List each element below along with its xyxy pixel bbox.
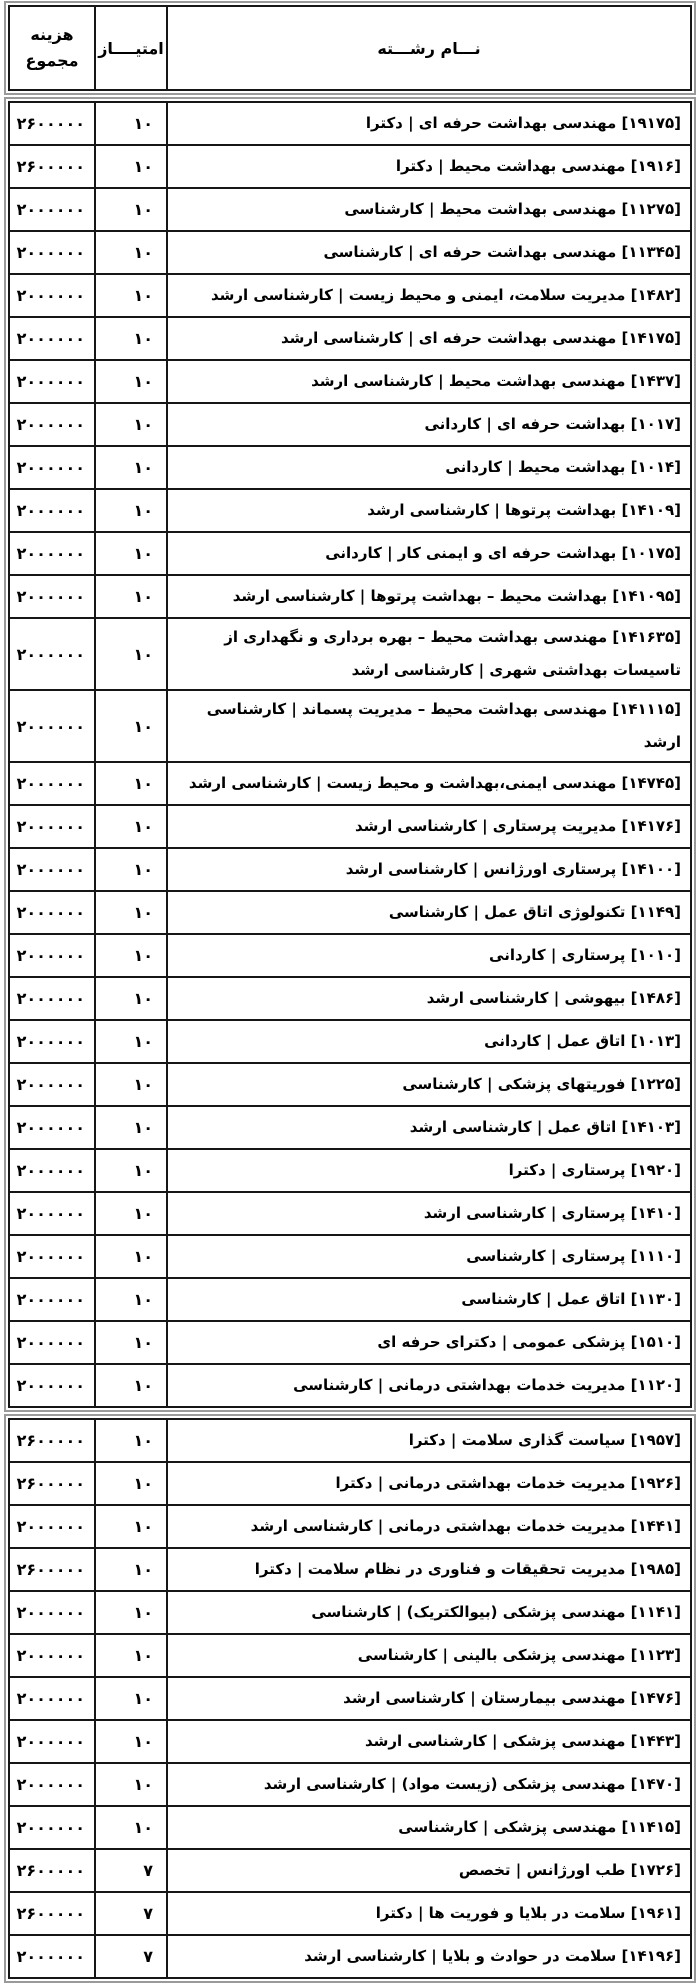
score-cell: ۱۰: [95, 317, 167, 360]
score-cell: ۱۰: [95, 532, 167, 575]
table-row: [9, 360, 691, 403]
table-row: [9, 1192, 691, 1235]
table-row: [9, 1020, 691, 1063]
total-cost-cell: ۲۰۰۰۰۰۰: [9, 489, 95, 532]
score-cell: ۱۰: [95, 891, 167, 934]
table-row: [9, 274, 691, 317]
program-name-cell: [۱۴۱۰۹] بهداشت پرتوها | کارشناسی ارشد: [167, 489, 691, 532]
column-header-total-cost: [9, 6, 95, 90]
score-cell: ۱۰: [95, 403, 167, 446]
score-cell: ۱۰: [95, 1591, 167, 1634]
table-row: [9, 1763, 691, 1806]
program-name-cell: [۱۹۱۶] مهندسی بهداشت محیط | دکترا: [167, 145, 691, 188]
score-cell: ۱۰: [95, 618, 167, 690]
program-name-cell: [۱۵۱۰] پزشکی عمومی | دکترای حرفه ای: [167, 1321, 691, 1364]
total-cost-cell: ۲۶۰۰۰۰۰: [9, 1462, 95, 1505]
score-cell: ۷: [95, 1849, 167, 1892]
total-cost-cell: ۲۶۰۰۰۰۰: [9, 1849, 95, 1892]
program-name-cell: [۱۴۱۱۱۵] مهندسی بهداشت محیط – مدیریت پسماند | کارشناسی ارشد: [167, 690, 691, 762]
program-name-cell: [۱۱۱۰] پرستاری | کارشناسی: [167, 1235, 691, 1278]
program-name-cell: [۱۱۴۱۵] مهندسی پزشکی | کارشناسی: [167, 1806, 691, 1849]
program-name-cell: [۱۱۳۰] اتاق عمل | کارشناسی: [167, 1278, 691, 1321]
total-cost-cell: ۲۰۰۰۰۰۰: [9, 1806, 95, 1849]
total-cost-cell: ۲۰۰۰۰۰۰: [9, 1278, 95, 1321]
program-name-cell: [۱۱۲۳] مهندسی پزشکی بالینی | کارشناسی: [167, 1634, 691, 1677]
total-cost-cell: ۲۰۰۰۰۰۰: [9, 1634, 95, 1677]
score-cell: ۱۰: [95, 231, 167, 274]
total-cost-cell: ۲۶۰۰۰۰۰: [9, 102, 95, 145]
score-cell: ۱۰: [95, 848, 167, 891]
score-cell: ۱۰: [95, 1677, 167, 1720]
total-cost-cell: ۲۰۰۰۰۰۰: [9, 274, 95, 317]
score-cell: ۱۰: [95, 145, 167, 188]
table-row: [9, 977, 691, 1020]
score-cell: ۱۰: [95, 1806, 167, 1849]
program-name-cell: [۱۷۲۶] طب اورژانس | تخصص: [167, 1849, 691, 1892]
program-name-cell: [۱۹۵۷] سیاست گذاری سلامت | دکترا: [167, 1419, 691, 1462]
header-row: [9, 6, 691, 90]
program-name-cell: [۱۹۸۵] مدیریت تحقیقات و فناوری در نظام سلامت | دکترا: [167, 1548, 691, 1591]
program-name-cell: [۱۴۴۱] مدیریت خدمات بهداشتی درمانی | کارشناسی ارشد: [167, 1505, 691, 1548]
table-row: [9, 1849, 691, 1892]
score-cell: ۱۰: [95, 1364, 167, 1407]
score-cell: ۱۰: [95, 1063, 167, 1106]
data-table-section-2: [8, 1418, 692, 1979]
total-cost-cell: ۲۰۰۰۰۰۰: [9, 446, 95, 489]
program-name-cell: [۱۰۱۰] پرستاری | کاردانی: [167, 934, 691, 977]
score-cell: ۱۰: [95, 188, 167, 231]
score-cell: ۱۰: [95, 934, 167, 977]
score-cell: ۱۰: [95, 102, 167, 145]
total-cost-cell: ۲۰۰۰۰۰۰: [9, 1149, 95, 1192]
program-name-cell: [۱۴۱۷۶] مدیریت پرستاری | کارشناسی ارشد: [167, 805, 691, 848]
table-row: [9, 1806, 691, 1849]
score-cell: ۱۰: [95, 1505, 167, 1548]
table-row: [9, 1106, 691, 1149]
program-name-cell: [۱۴۱۹۶] سلامت در حوادث و بلایا | کارشناسی ارشد: [167, 1935, 691, 1978]
total-cost-cell: ۲۰۰۰۰۰۰: [9, 891, 95, 934]
table-row: [9, 231, 691, 274]
program-name-cell: [۱۲۲۵] فوریتهای پزشکی | کارشناسی: [167, 1063, 691, 1106]
total-cost-cell: ۲۰۰۰۰۰۰: [9, 1020, 95, 1063]
table-row: [9, 1548, 691, 1591]
table-row: [9, 618, 691, 690]
total-cost-cell: ۲۰۰۰۰۰۰: [9, 1677, 95, 1720]
program-name-cell: [۱۴۸۲] مدیریت سلامت، ایمنی و محیط زیست | کارشناسی ارشد: [167, 274, 691, 317]
score-cell: ۱۰: [95, 762, 167, 805]
table-body-section-2: [4, 1414, 696, 1983]
table-row: [9, 188, 691, 231]
column-header-score: امتیــــاز: [95, 6, 167, 90]
program-name-cell: [۱۴۸۶] بیهوشی | کارشناسی ارشد: [167, 977, 691, 1020]
score-cell: ۱۰: [95, 1235, 167, 1278]
program-name-cell: [۱۱۲۷۵] مهندسی بهداشت محیط | کارشناسی: [167, 188, 691, 231]
total-cost-cell: ۲۰۰۰۰۰۰: [9, 618, 95, 690]
total-cost-cell: ۲۶۰۰۰۰۰: [9, 1419, 95, 1462]
table-row: [9, 1063, 691, 1106]
program-name-cell: [۱۰۱۳] اتاق عمل | کاردانی: [167, 1020, 691, 1063]
score-cell: ۱۰: [95, 575, 167, 618]
score-cell: ۱۰: [95, 446, 167, 489]
table-row: [9, 1364, 691, 1407]
cost-header-line2: مجموع: [25, 51, 79, 70]
total-cost-cell: ۲۰۰۰۰۰۰: [9, 1235, 95, 1278]
total-cost-cell: ۲۰۰۰۰۰۰: [9, 934, 95, 977]
table-row: [9, 690, 691, 762]
table-row: [9, 102, 691, 145]
program-name-cell: [۱۹۲۶] مدیریت خدمات بهداشتی درمانی | دکترا: [167, 1462, 691, 1505]
program-name-cell: [۱۹۲۰] پرستاری | دکترا: [167, 1149, 691, 1192]
score-cell: ۱۰: [95, 805, 167, 848]
table-row: [9, 1892, 691, 1935]
column-header-program-name: نـــام رشـــته: [167, 6, 691, 90]
table-row: [9, 1935, 691, 1978]
score-cell: ۱۰: [95, 977, 167, 1020]
program-name-cell: [۱۰۱۷] بهداشت حرفه ای | کاردانی: [167, 403, 691, 446]
total-cost-cell: ۲۰۰۰۰۰۰: [9, 1192, 95, 1235]
score-cell: ۱۰: [95, 1548, 167, 1591]
table-row: [9, 848, 691, 891]
total-cost-cell: ۲۰۰۰۰۰۰: [9, 231, 95, 274]
total-cost-cell: ۲۰۰۰۰۰۰: [9, 977, 95, 1020]
total-cost-cell: ۲۰۰۰۰۰۰: [9, 1063, 95, 1106]
table-row: [9, 403, 691, 446]
table-row: [9, 1505, 691, 1548]
total-cost-cell: ۲۰۰۰۰۰۰: [9, 1505, 95, 1548]
total-cost-cell: ۲۰۰۰۰۰۰: [9, 848, 95, 891]
program-name-cell: [۱۴۱۷۵] مهندسی بهداشت حرفه ای | کارشناسی ارشد: [167, 317, 691, 360]
table-row: [9, 1235, 691, 1278]
program-name-cell: [۱۰۱۴] بهداشت محیط | کاردانی: [167, 446, 691, 489]
score-cell: ۱۰: [95, 1419, 167, 1462]
score-cell: ۱۰: [95, 1278, 167, 1321]
program-name-cell: [۱۴۳۷] مهندسی بهداشت محیط | کارشناسی ارشد: [167, 360, 691, 403]
table-row: [9, 891, 691, 934]
program-name-cell: [۱۹۱۷۵] مهندسی بهداشت حرفه ای | دکترا: [167, 102, 691, 145]
score-cell: ۱۰: [95, 360, 167, 403]
program-name-cell: [۱۴۱۰۳] اتاق عمل | کارشناسی ارشد: [167, 1106, 691, 1149]
score-cell: ۱۰: [95, 1321, 167, 1364]
total-cost-cell: ۲۰۰۰۰۰۰: [9, 1763, 95, 1806]
score-cell: ۱۰: [95, 1763, 167, 1806]
program-name-cell: [۱۰۱۷۵] بهداشت حرفه ای و ایمنی کار | کاردانی: [167, 532, 691, 575]
cost-header-line1: هزینه: [30, 25, 74, 44]
table-row: [9, 532, 691, 575]
total-cost-cell: ۲۰۰۰۰۰۰: [9, 805, 95, 848]
total-cost-cell: ۲۰۰۰۰۰۰: [9, 1935, 95, 1978]
program-name-cell: [۱۴۷۰] مهندسی پزشکی (زیست مواد) | کارشناسی ارشد: [167, 1763, 691, 1806]
table-row: [9, 762, 691, 805]
total-cost-cell: ۲۰۰۰۰۰۰: [9, 403, 95, 446]
score-cell: ۱۰: [95, 1020, 167, 1063]
table-row: [9, 1634, 691, 1677]
program-name-cell: [۱۱۴۹] تکنولوژی اتاق عمل | کارشناسی: [167, 891, 691, 934]
total-cost-cell: ۲۶۰۰۰۰۰: [9, 1548, 95, 1591]
program-name-cell: [۱۴۱۰] پرستاری | کارشناسی ارشد: [167, 1192, 691, 1235]
data-table-section-1: [8, 101, 692, 1408]
score-cell: ۷: [95, 1892, 167, 1935]
score-cell: ۱۰: [95, 489, 167, 532]
score-cell: ۱۰: [95, 1149, 167, 1192]
table-row: [9, 317, 691, 360]
total-cost-cell: ۲۰۰۰۰۰۰: [9, 532, 95, 575]
program-name-cell: [۱۱۳۴۵] مهندسی بهداشت حرفه ای | کارشناسی: [167, 231, 691, 274]
table-row: [9, 446, 691, 489]
total-cost-cell: ۲۰۰۰۰۰۰: [9, 1321, 95, 1364]
total-cost-cell: ۲۰۰۰۰۰۰: [9, 188, 95, 231]
header-table: [8, 5, 692, 91]
table-row: [9, 575, 691, 618]
score-cell: ۱۰: [95, 1462, 167, 1505]
total-cost-cell: ۲۰۰۰۰۰۰: [9, 360, 95, 403]
total-cost-cell: ۲۰۰۰۰۰۰: [9, 317, 95, 360]
table-row: [9, 1591, 691, 1634]
score-cell: ۱۰: [95, 274, 167, 317]
table-row: [9, 1720, 691, 1763]
score-cell: ۷: [95, 1935, 167, 1978]
table-body-section-1: [4, 97, 696, 1412]
score-cell: ۱۰: [95, 1106, 167, 1149]
program-name-cell: [۱۹۶۱] سلامت در بلایا و فوریت ها | دکترا: [167, 1892, 691, 1935]
total-cost-cell: ۲۶۰۰۰۰۰: [9, 1892, 95, 1935]
table-row: [9, 1462, 691, 1505]
score-cell: ۱۰: [95, 1192, 167, 1235]
score-cell: ۱۰: [95, 690, 167, 762]
total-cost-cell: ۲۰۰۰۰۰۰: [9, 762, 95, 805]
table-row: [9, 145, 691, 188]
program-name-cell: [۱۴۷۶] مهندسی بیمارستان | کارشناسی ارشد: [167, 1677, 691, 1720]
table-row: [9, 805, 691, 848]
table-row: [9, 1419, 691, 1462]
table-row: [9, 1677, 691, 1720]
table-row: [9, 1278, 691, 1321]
total-cost-cell: ۲۰۰۰۰۰۰: [9, 1720, 95, 1763]
program-name-cell: [۱۴۱۰۹۵] بهداشت محیط – بهداشت پرتوها | کارشناسی ارشد: [167, 575, 691, 618]
table-header-block: [4, 1, 696, 95]
table-row: [9, 1321, 691, 1364]
table-row: [9, 1149, 691, 1192]
program-name-cell: [۱۱۲۰] مدیریت خدمات بهداشتی درمانی | کارشناسی: [167, 1364, 691, 1407]
total-cost-cell: ۲۶۰۰۰۰۰: [9, 145, 95, 188]
score-cell: ۱۰: [95, 1720, 167, 1763]
total-cost-cell: ۲۰۰۰۰۰۰: [9, 575, 95, 618]
program-name-cell: [۱۱۴۱] مهندسی پزشکی (بیوالکتریک) | کارشناسی: [167, 1591, 691, 1634]
total-cost-cell: ۲۰۰۰۰۰۰: [9, 690, 95, 762]
table-row: [9, 934, 691, 977]
program-name-cell: [۱۴۷۴۵] مهندسی ایمنی،بهداشت و محیط زیست | کارشناسی ارشد: [167, 762, 691, 805]
program-name-cell: [۱۴۴۳] مهندسی پزشکی | کارشناسی ارشد: [167, 1720, 691, 1763]
total-cost-cell: ۲۰۰۰۰۰۰: [9, 1364, 95, 1407]
total-cost-cell: ۲۰۰۰۰۰۰: [9, 1106, 95, 1149]
program-name-cell: [۱۴۱۰۰] پرستاری اورژانس | کارشناسی ارشد: [167, 848, 691, 891]
total-cost-cell: ۲۰۰۰۰۰۰: [9, 1591, 95, 1634]
program-name-cell: [۱۴۱۶۳۵] مهندسی بهداشت محیط – بهره برداری و نگهداری از تاسیسات بهداشتی شهری | کارشناسی ارشد: [167, 618, 691, 690]
table-row: [9, 489, 691, 532]
score-cell: ۱۰: [95, 1634, 167, 1677]
